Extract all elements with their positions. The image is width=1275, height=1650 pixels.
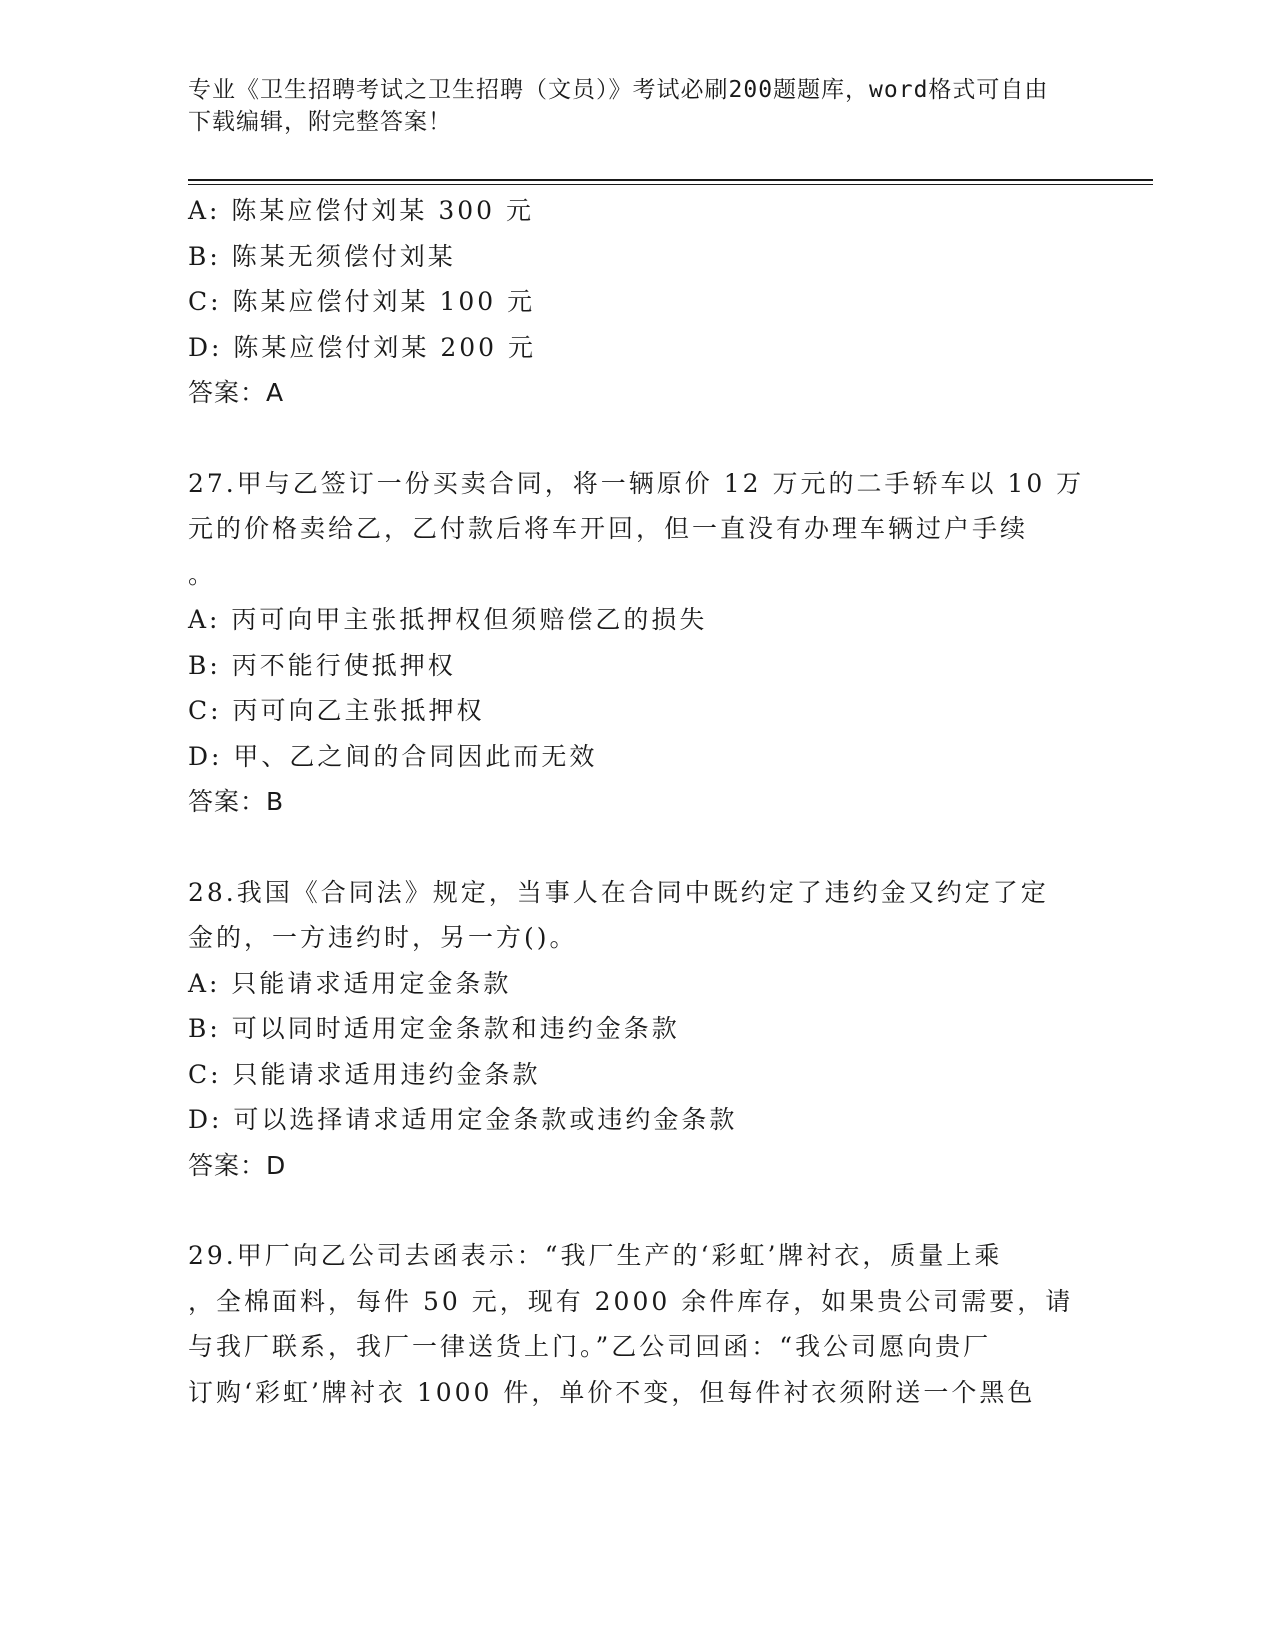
option-d: D: 陈某应偿付刘某 200 元 bbox=[188, 332, 537, 362]
option-c: C: 陈某应偿付刘某 100 元 bbox=[188, 287, 536, 316]
option-d: D: 甲、乙之间的合同因此而无效 bbox=[188, 741, 598, 771]
question-text-line: 29.甲厂向乙公司去函表示：“我厂生产的‘彩虹’牌衬衣，质量上乘 bbox=[188, 1241, 1003, 1270]
spacer bbox=[188, 416, 1068, 461]
question-text-line: ，全棉面料，每件 50 元，现有 2000 余件库存，如果贵公司需要，请 bbox=[188, 1286, 1074, 1316]
question-28 bbox=[188, 870, 1068, 1189]
option-a: A: 只能请求适用定金条款 bbox=[188, 968, 512, 998]
question-text-line: 订购‘彩虹’牌衬衣 1000 件，单价不变，但每件衬衣须附送一个黑色 bbox=[188, 1377, 1036, 1407]
option-c: C: 丙可向乙主张抵押权 bbox=[188, 696, 485, 725]
page-content bbox=[188, 188, 1085, 1415]
question-text-line: 28.我国《合同法》规定，当事人在合同中既约定了违约金又约定了定 bbox=[188, 877, 1049, 907]
question-text-line: 与我厂联系，我厂一律送货上门。”乙公司回函：“我公司愿向贵厂 bbox=[188, 1332, 992, 1361]
option-a: A: 丙可向甲主张抵押权但须赔偿乙的损失 bbox=[188, 605, 708, 634]
page-header: 专业《卫生招聘考试之卫生招聘（文员）》考试必刷200题题库，word格式可自由下载编辑，附完整答案！ bbox=[188, 77, 1049, 135]
question-27 bbox=[188, 461, 1085, 825]
question-text-line: 金的，一方违约时，另一方()。 bbox=[188, 923, 578, 952]
option-d: D: 可以选择请求适用定金条款或违约金条款 bbox=[188, 1105, 738, 1134]
option-c: C: 只能请求适用违约金条款 bbox=[188, 1059, 541, 1089]
spacer bbox=[188, 1188, 1068, 1233]
header-rule-thick bbox=[188, 179, 1153, 181]
answer: 答案：B bbox=[188, 787, 285, 816]
header-rule-thin bbox=[188, 184, 1153, 185]
question-text-line: 元的价格卖给乙，乙付款后将车开回，但一直没有办理车辆过户手续 bbox=[188, 514, 1029, 543]
question-26-tail bbox=[188, 188, 1068, 416]
answer: 答案：A bbox=[188, 378, 285, 407]
spacer bbox=[188, 825, 1068, 870]
option-a: A: 陈某应偿付刘某 300 元 bbox=[188, 196, 535, 225]
question-text-line: 27.甲与乙签订一份买卖合同，将一辆原价 12 万元的二手轿车以 10 万 bbox=[188, 468, 1085, 498]
question-29 bbox=[188, 1233, 1074, 1415]
answer: 答案：D bbox=[188, 1150, 287, 1180]
option-b: B: 丙不能行使抵押权 bbox=[188, 650, 456, 680]
option-b: B: 陈某无须偿付刘某 bbox=[188, 241, 456, 271]
option-b: B: 可以同时适用定金条款和违约金条款 bbox=[188, 1014, 680, 1043]
question-text-line: 。 bbox=[188, 559, 217, 589]
